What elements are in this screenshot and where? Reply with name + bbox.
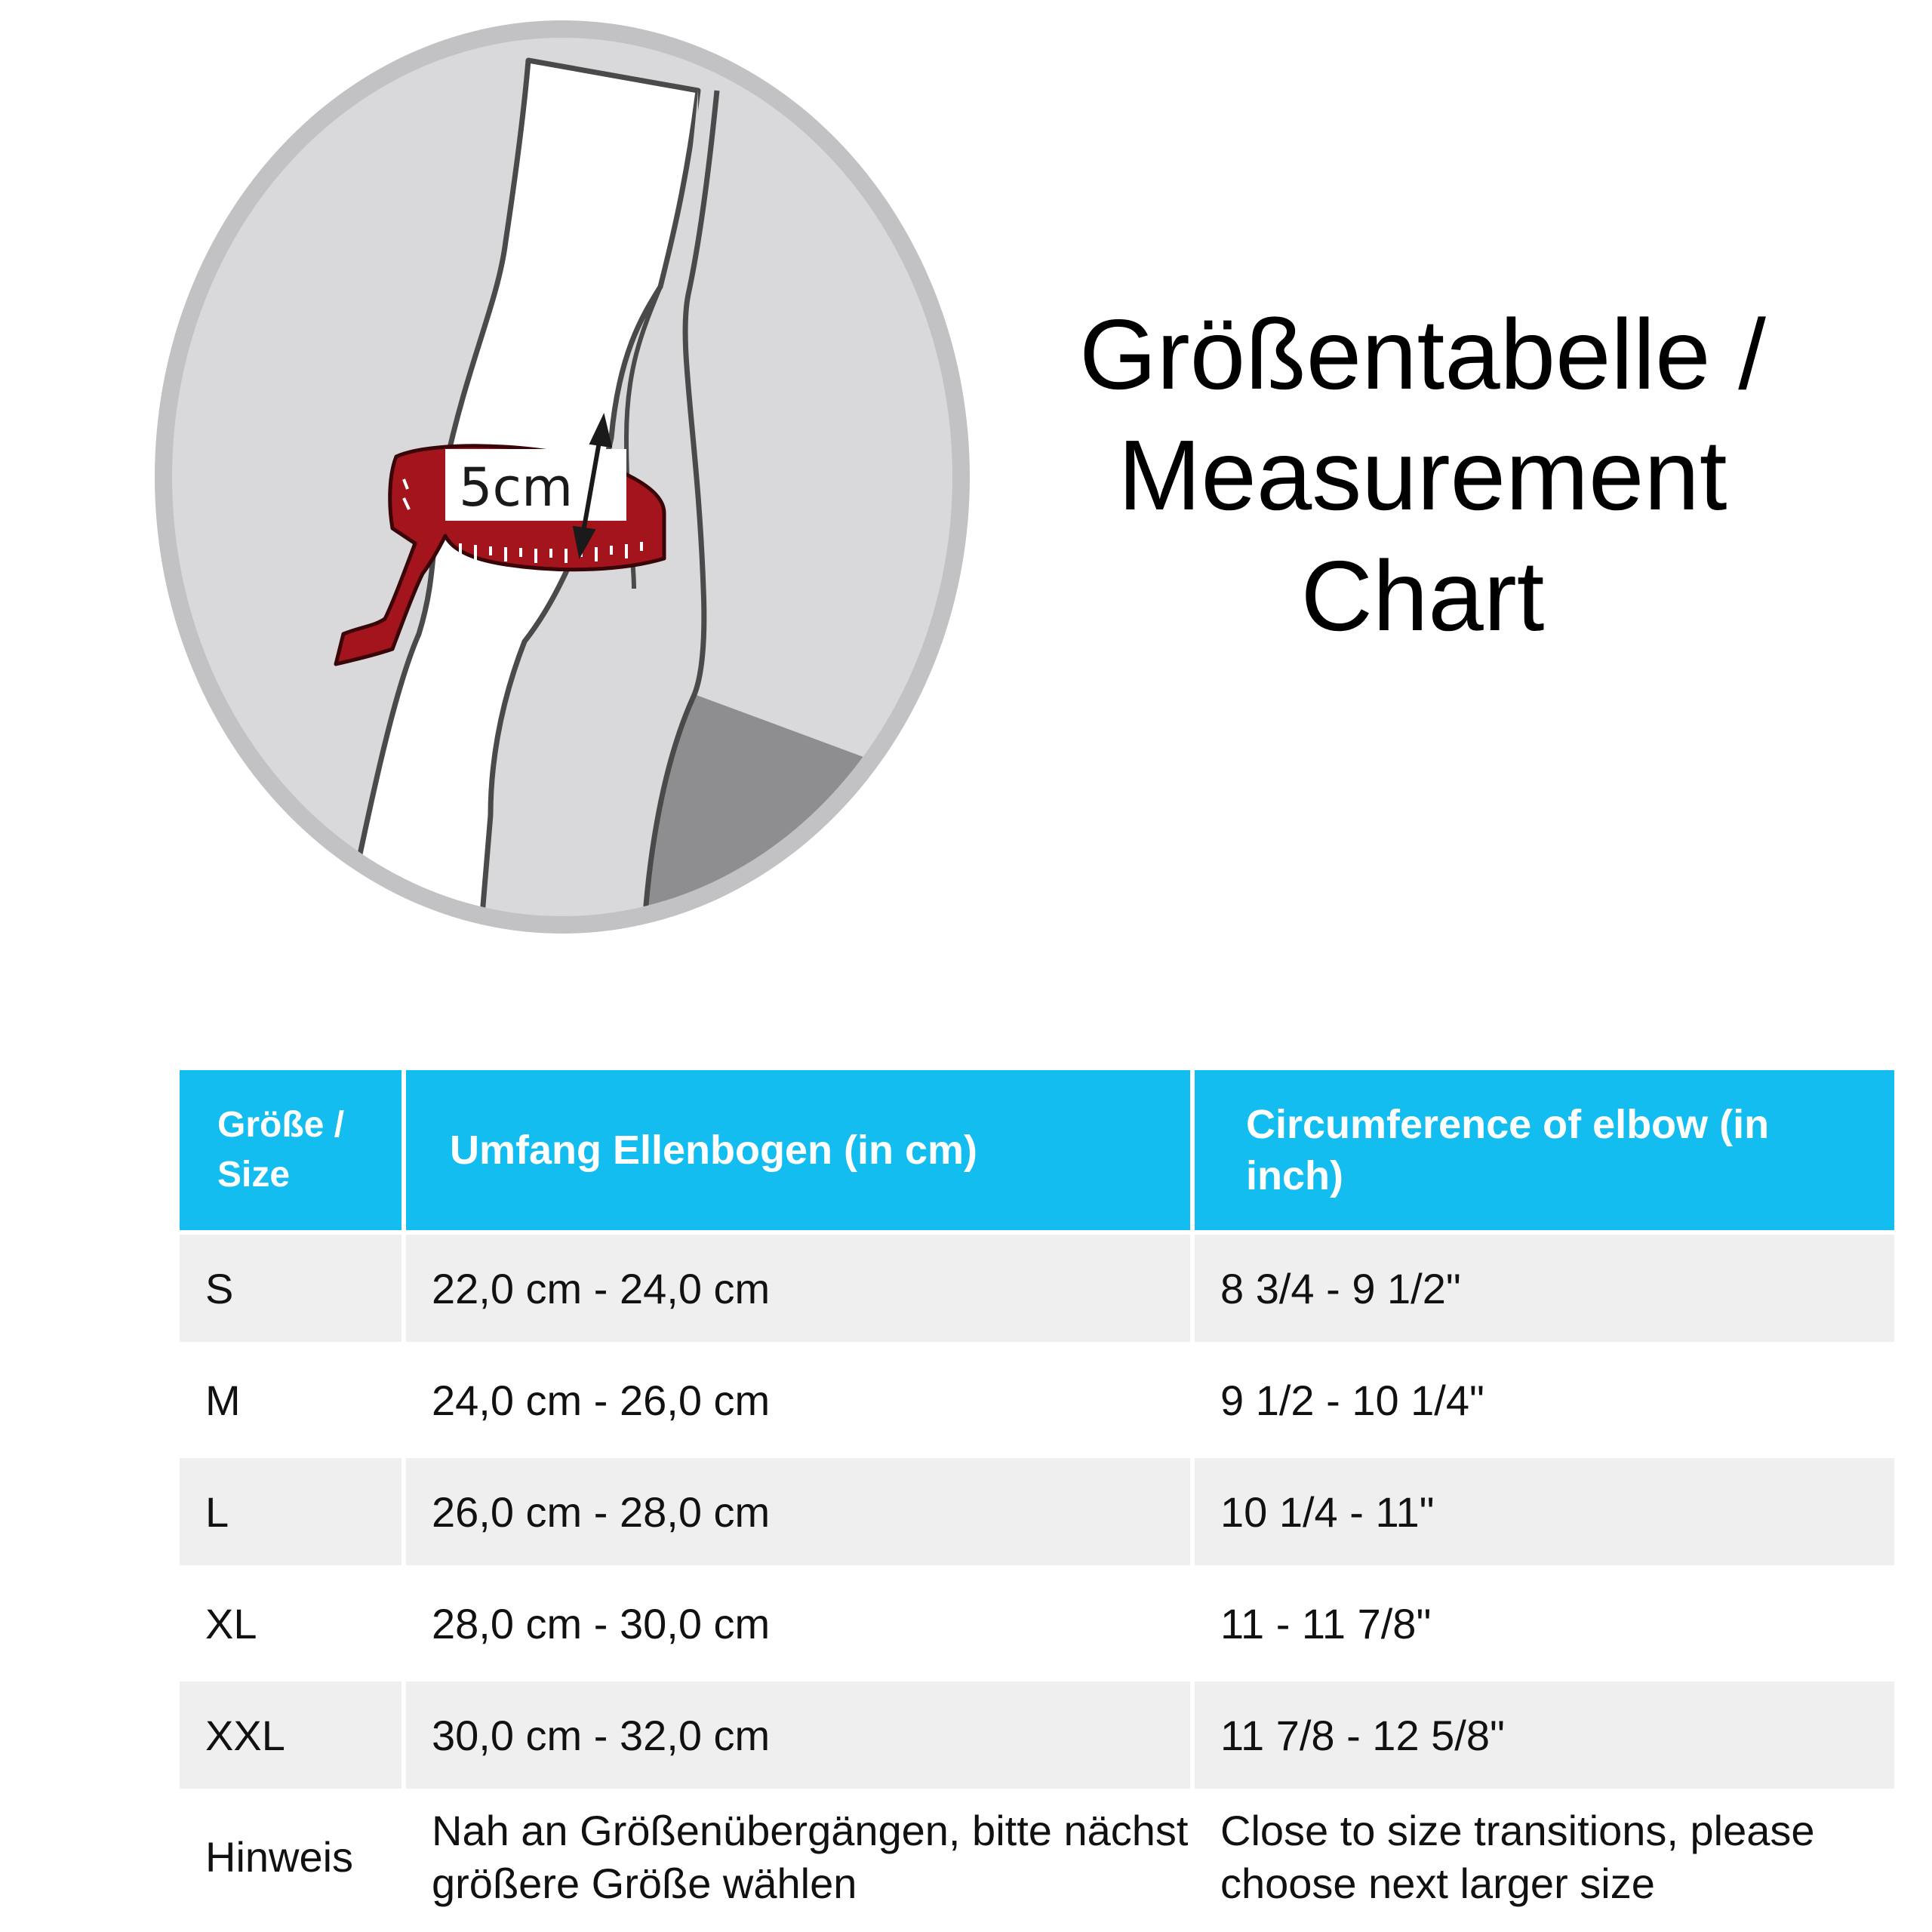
- cm-cell: 26,0 cm - 28,0 cm: [406, 1454, 1195, 1565]
- inch-cell: 10 1/4 - 11": [1195, 1454, 1894, 1565]
- header-cm: Umfang Ellenbogen (in cm): [406, 1070, 1195, 1230]
- note-label: Hinweis: [180, 1789, 406, 1921]
- title-line-1: Größentabelle /: [1079, 299, 1766, 410]
- note-english: Close to size transitions, please choose next larger size: [1195, 1789, 1894, 1921]
- note-german: Nah an Größenübergängen, bitte nächst größere Größe wählen: [406, 1789, 1195, 1921]
- cm-cell: 28,0 cm - 30,0 cm: [406, 1565, 1195, 1677]
- inch-cell: 9 1/2 - 10 1/4": [1195, 1342, 1894, 1454]
- cm-cell: 30,0 cm - 32,0 cm: [406, 1677, 1195, 1789]
- header-size: Größe / Size: [180, 1070, 406, 1230]
- title-line-2: Measurement: [1118, 420, 1727, 531]
- measure-label: 5cm: [459, 457, 574, 518]
- cm-cell: 22,0 cm - 24,0 cm: [406, 1230, 1195, 1342]
- size-table: [180, 1070, 1894, 1921]
- table-row: [180, 1230, 1894, 1342]
- table-row: [180, 1565, 1894, 1677]
- title-line-3: Chart: [1300, 540, 1545, 651]
- size-cell: L: [180, 1454, 406, 1565]
- table-row: [180, 1342, 1894, 1454]
- chart-title: [1041, 294, 1804, 657]
- size-cell: S: [180, 1230, 406, 1342]
- size-cell: XL: [180, 1565, 406, 1677]
- table-row: [180, 1454, 1894, 1565]
- table-header-row: [180, 1070, 1894, 1230]
- size-cell: M: [180, 1342, 406, 1454]
- elbow-measurement-illustration: [143, 15, 996, 951]
- inch-cell: 8 3/4 - 9 1/2": [1195, 1230, 1894, 1342]
- cm-cell: 24,0 cm - 26,0 cm: [406, 1342, 1195, 1454]
- size-cell: XXL: [180, 1677, 406, 1789]
- inch-cell: 11 7/8 - 12 5/8": [1195, 1677, 1894, 1789]
- inch-cell: 11 - 11 7/8": [1195, 1565, 1894, 1677]
- header-inch: Circumference of elbow (in inch): [1195, 1070, 1894, 1230]
- table-row: [180, 1677, 1894, 1789]
- note-row: [180, 1789, 1894, 1921]
